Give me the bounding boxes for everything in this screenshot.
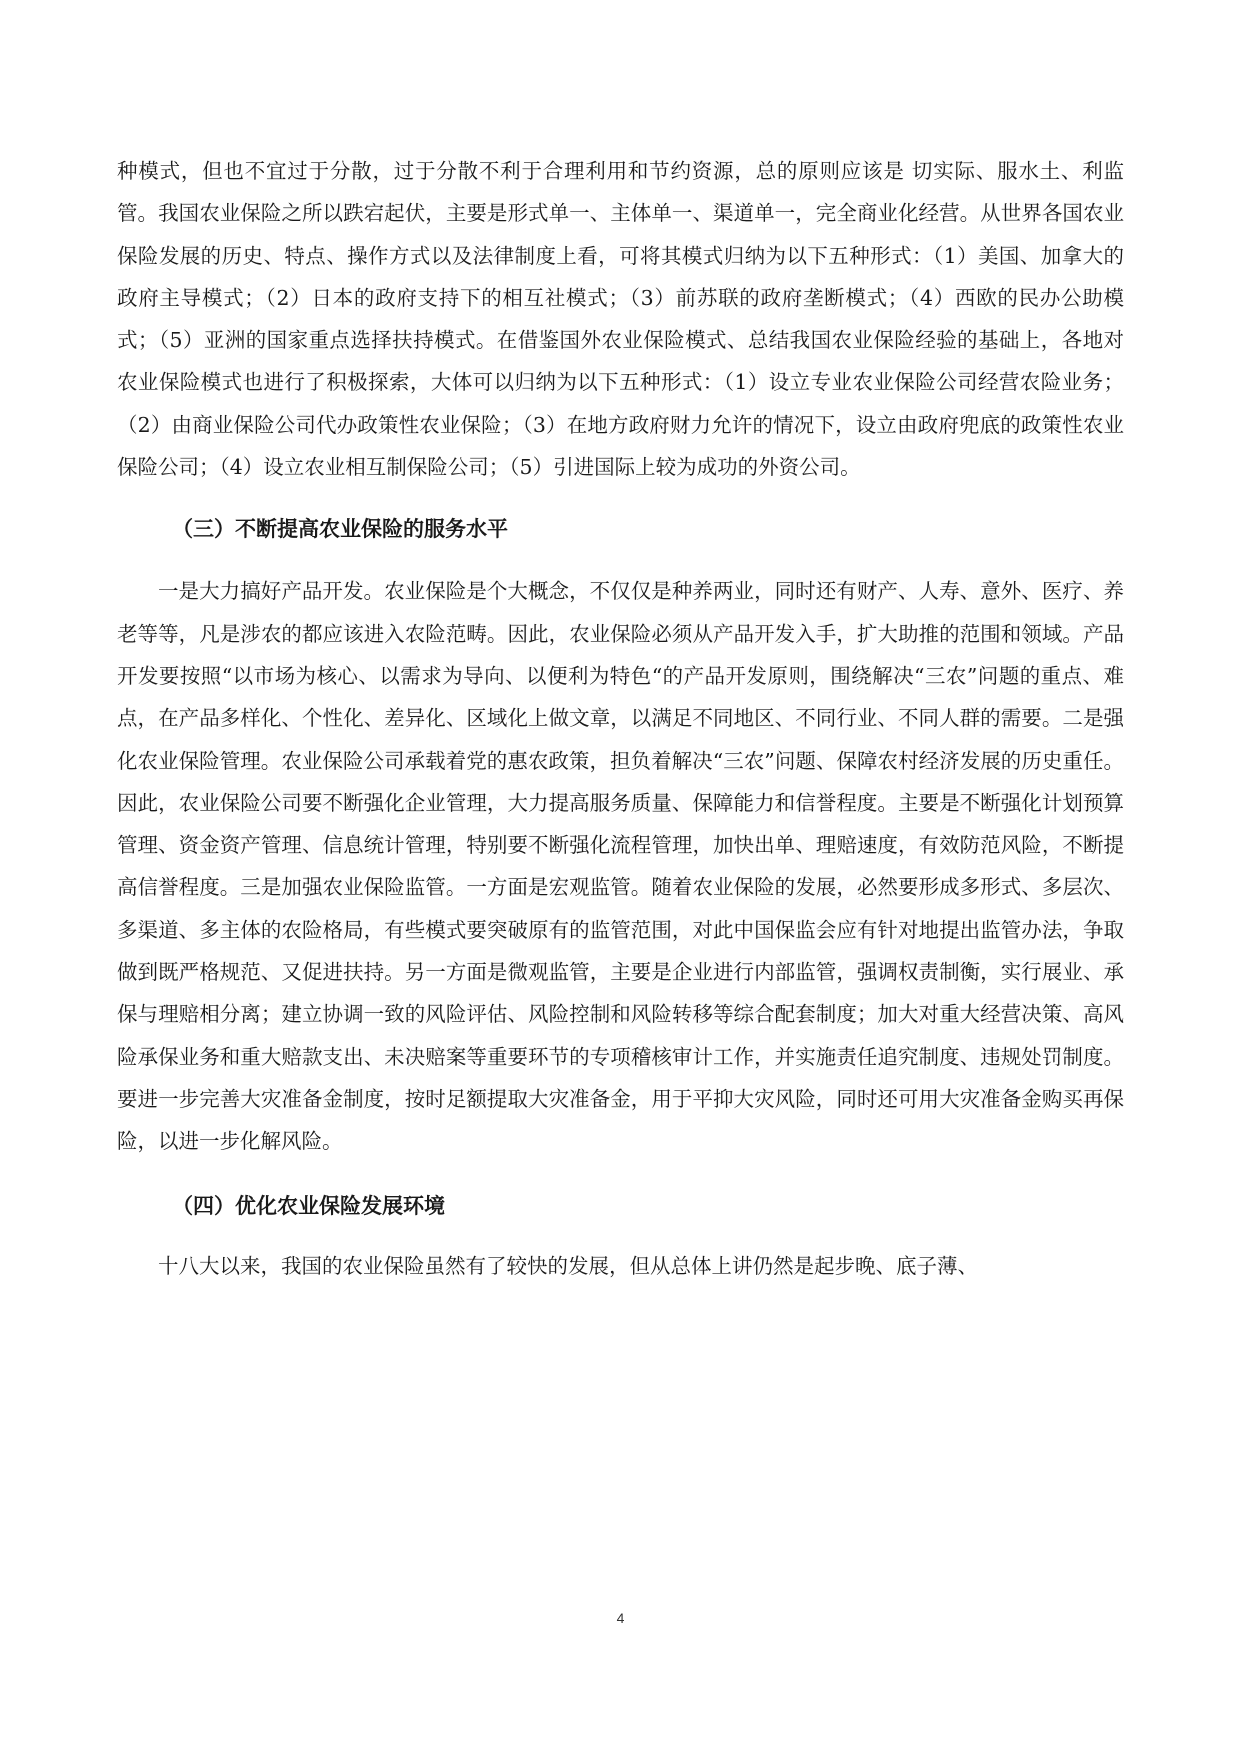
page-number: 4 xyxy=(616,1610,625,1626)
section-heading-3: （三）不断提高农业保险的服务水平 xyxy=(172,517,508,542)
section-heading-4: （四）优化农业保险发展环境 xyxy=(172,1193,445,1218)
document-body xyxy=(117,150,1124,1287)
body-paragraph: 一是大力搞好产品开发。农业保险是个大概念，不仅仅是种养两业，同时还有财产、人寿、意外、医疗、养老等等，凡是涉农的都应该进入农险范畴。因此，农业保险必须从产品开发入手，扩大助推的范围和领域。产品开发要按照“以市场为核心、以需求为导向、以便利为特色“的产品开发原则，围绕解决“三农”问题的重点、难点，在产品多样化、个性化、差异化、区域化上做文章，以满足不同地区、不同行业、不同人群的需要。二是强化农业保险管理。农业保险公司承载着党的惠农政策，担负着解决“三农”问题、保障农村经济发展的历史重任。因此，农业保险公司要不断强化企业管理，大力提高服务质量、保障能力和信誉程度。主要是不断强化计划预算管理、资金资产管理、信息统计管理，特别要不断强化流程管理，加快出单、理赔速度，有效防范风险，不断提高信誉程度。三是加强农业保险监管。一方面是宏观监管。随着农业保险的发展，必然要形成多形式、多层次、多渠道、多主体的农险格局，有些模式要突破原有的监管范围，对此中国保监会应有针对地提出监管办法，争取做到既严格规范、又促进扶持。另一方面是微观监管，主要是企业进行内部监管，强调权责制衡，实行展业、承保与理赔相分离；建立协调一致的风险评估、风险控制和风险转移等综合配套制度；加大对重大经营决策、高风险承保业务和重大赔款支出、未决赔案等重要环节的专项稽核审计工作，并实施责任追究制度、违规处罚制度。要进一步完善大灾准备金制度，按时足额提取大灾准备金，用于平抑大灾风险，同时还可用大灾准备金购买再保险，以进一步化解风险。 xyxy=(117,579,1124,1154)
body-paragraph: 种模式，但也不宜过于分散，过于分散不利于合理利用和节约资源，总的原则应该是 切实际、服水土、利监管。我国农业保险之所以跌宕起伏，主要是形式单一、主体单一、渠道单一，完全商业化经营。从世界各国农业保险发展的历史、特点、操作方式以及法律制度上看，可将其模式归纳为以下五种形式：（1）美国、加拿大的政府主导模式；（2）日本的政府支持下的相互社模式；（3）前苏联的政府垄断模式；（4）西欧的民办公助模式；（5）亚洲的国家重点选择扶持模式。在借鉴国外农业保险模式、总结我国农业保险经验的基础上，各地对农业保险模式也进行了积极探索，大体可以归纳为以下五种形式：（1）设立专业农业保险公司经营农险业务；（2）由商业保险公司代办政策性农业保险；（3）在地方政府财力允许的情况下，设立由政府兜底的政策性农业保险公司；（4）设立农业相互制保险公司；（5）引进国际上较为成功的外资公司。 xyxy=(117,159,1124,480)
body-paragraph: 十八大以来，我国的农业保险虽然有了较快的发展，但从总体上讲仍然是起步晚、底子薄、 xyxy=(158,1253,978,1278)
